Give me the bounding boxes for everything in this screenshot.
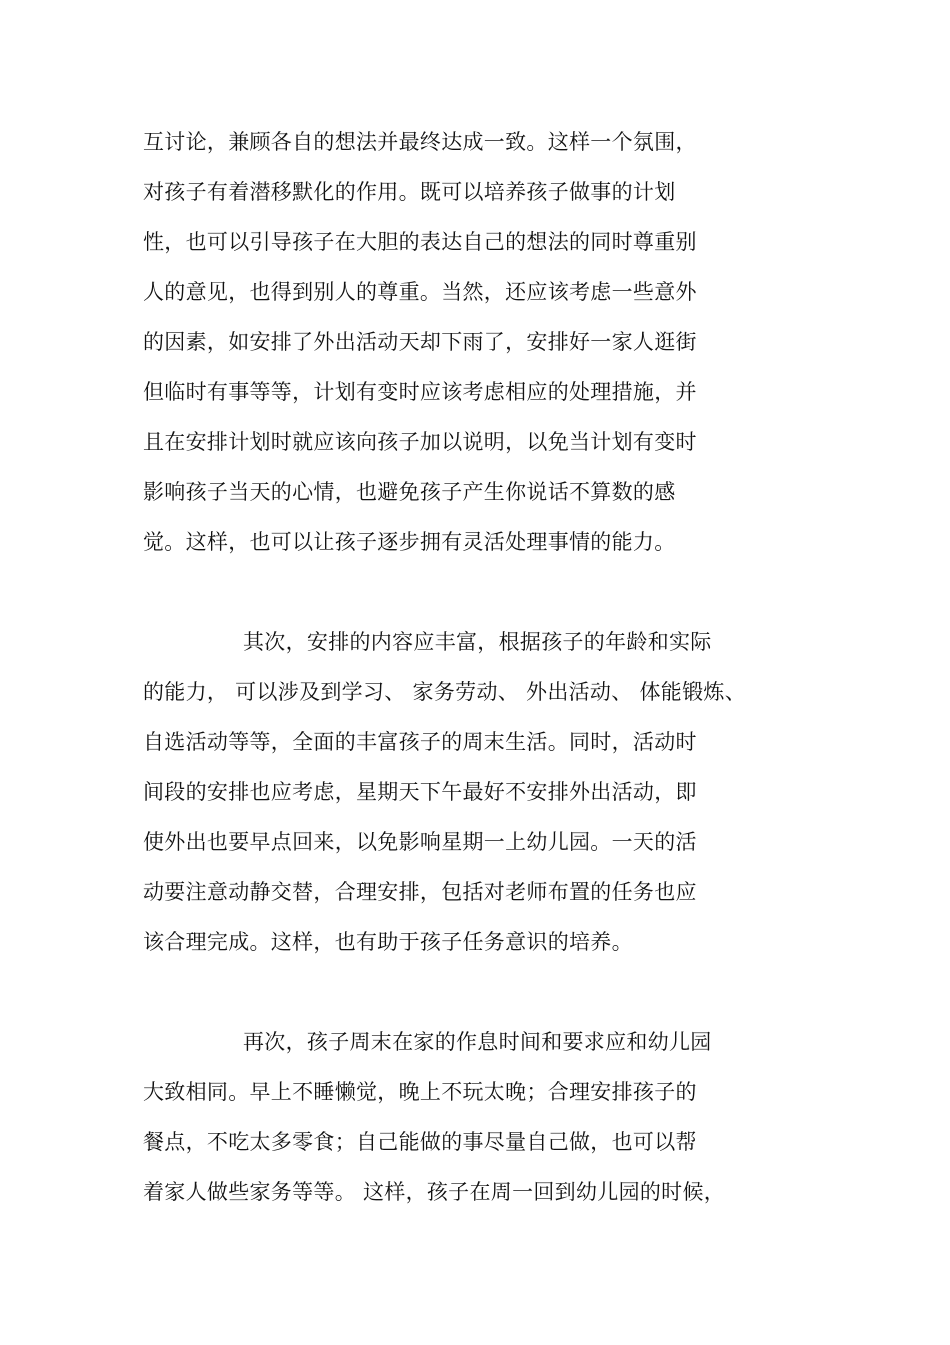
paragraph-line: 间段的安排也应考虑，星期天下午最好不安排外出活动，即 <box>143 780 697 804</box>
paragraph-line: 着家人做些家务等等。 这样，孩子在周一回到幼儿园的时候， <box>143 1180 726 1204</box>
paragraph-line: 该合理完成。这样，也有助于孩子任务意识的培养。 <box>143 930 633 954</box>
paragraph-line: 动要注意动静交替，合理安排，包括对老师布置的任务也应 <box>143 880 697 904</box>
paragraph-line: 互讨论，兼顾各自的想法并最终达成一致。这样一个氛围， <box>143 130 697 154</box>
paragraph-line: 的因素，如安排了外出活动天却下雨了，安排好一家人逛街 <box>143 330 697 354</box>
paragraph-line: 且在安排计划时就应该向孩子加以说明，以免当计划有变时 <box>143 430 697 454</box>
paragraph-line: 大致相同。早上不睡懒觉，晚上不玩太晚；合理安排孩子的 <box>143 1080 697 1104</box>
paragraph-line: 使外出也要早点回来，以免影响星期一上幼儿园。一天的活 <box>143 830 697 854</box>
paragraph-line: 但临时有事等等，计划有变时应该考虑相应的处理措施，并 <box>143 380 697 404</box>
paragraph-line: 性，也可以引导孩子在大胆的表达自己的想法的同时尊重别 <box>143 230 697 254</box>
paragraph-first-line: 其次，安排的内容应丰富，根据孩子的年龄和实际 <box>243 630 712 654</box>
paragraph-line: 影响孩子当天的心情，也避免孩子产生你说话不算数的感 <box>143 480 676 504</box>
paragraph-line: 觉。这样，也可以让孩子逐步拥有灵活处理事情的能力。 <box>143 530 676 554</box>
paragraph-line: 的能力， 可以涉及到学习、 家务劳动、 外出活动、 体能锻炼、 <box>143 680 746 704</box>
paragraph-line: 人的意见，也得到别人的尊重。当然，还应该考虑一些意外 <box>143 280 697 304</box>
paragraph-line: 自选活动等等，全面的丰富孩子的周末生活。同时，活动时 <box>143 730 697 754</box>
paragraph-line: 餐点，不吃太多零食；自己能做的事尽量自己做，也可以帮 <box>143 1130 697 1154</box>
paragraph-first-line: 再次，孩子周末在家的作息时间和要求应和幼儿园 <box>243 1030 712 1054</box>
paragraph-line: 对孩子有着潜移默化的作用。既可以培养孩子做事的计划 <box>143 180 676 204</box>
